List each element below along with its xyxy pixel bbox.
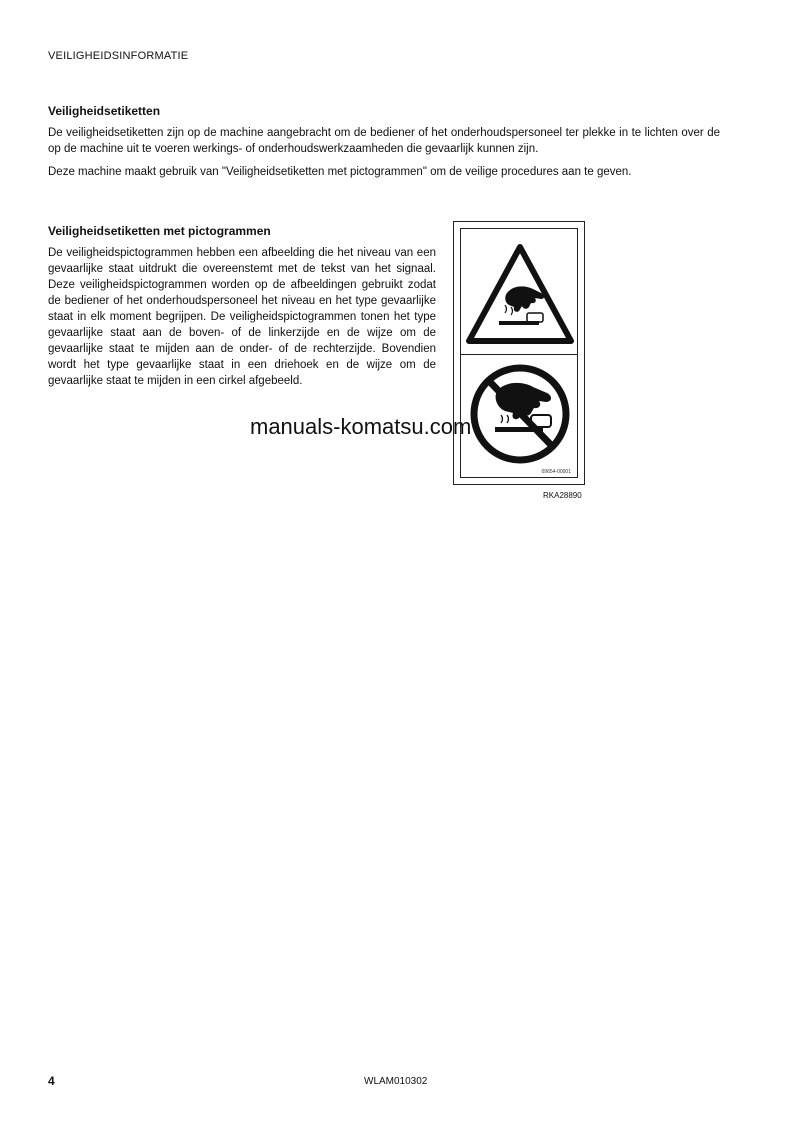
section-title-pictogram-labels: Veiligheidsetiketten met pictogrammen	[48, 224, 271, 238]
paragraph-pictogram-explanation: De veiligheidspictogrammen hebben een afbeelding die het niveau van een gevaarlijke staat uitdrukt die overeenstemt met de tekst van het signaal. Deze veiligheidspictogrammen worden op de afbeeldingen gebruikt zodat de bediener of het onderhoudspersoneel het niveau en het type gevaarlijke staat in elk moment begrijpen. De veiligheidspictogrammen tonen het type gevaarlijke staat aan de boven- of de linkerzijde en de wijze om de gevaarlijke staat te mijden aan de onder- of de rechterzijde. Bovendien wordt het type gevaarlijke staat in een driehoek en de wijze om de gevaarlijke staat te mijden in een cirkel afgebeeld.	[48, 247, 436, 387]
safety-label-figure	[453, 221, 585, 485]
prohibition-circle-hand-hot-surface-icon	[467, 361, 573, 467]
paragraph-safety-labels-pictograms: Deze machine maakt gebruik van "Veiligheidsetiketten met pictogrammen" om de veilige procedures aan te geven.	[48, 166, 632, 178]
section-header: VEILIGHEIDSINFORMATIE	[48, 50, 189, 62]
page-number: 4	[48, 1074, 55, 1088]
paragraph-safety-labels-intro: De veiligheidsetiketten zijn op de machine aangebracht om de bediener of het onderhoudspersoneel ter plekke in te lichten over de op de machine uit te voeren werkings- of onderhoudswerkzaamheden die gevaarlijk kunnen zijn.	[48, 127, 720, 155]
figure-code: RKA28890	[543, 491, 582, 500]
safety-label-frame	[460, 228, 578, 478]
hazard-triangle-hand-hot-surface-icon	[465, 241, 575, 349]
document-code: WLAM010302	[364, 1076, 428, 1087]
section-title-safety-labels: Veiligheidsetiketten	[48, 104, 161, 118]
label-part-code: 09654-00001	[541, 469, 571, 475]
watermark: manuals-komatsu.com	[250, 414, 472, 439]
label-divider	[461, 354, 577, 355]
